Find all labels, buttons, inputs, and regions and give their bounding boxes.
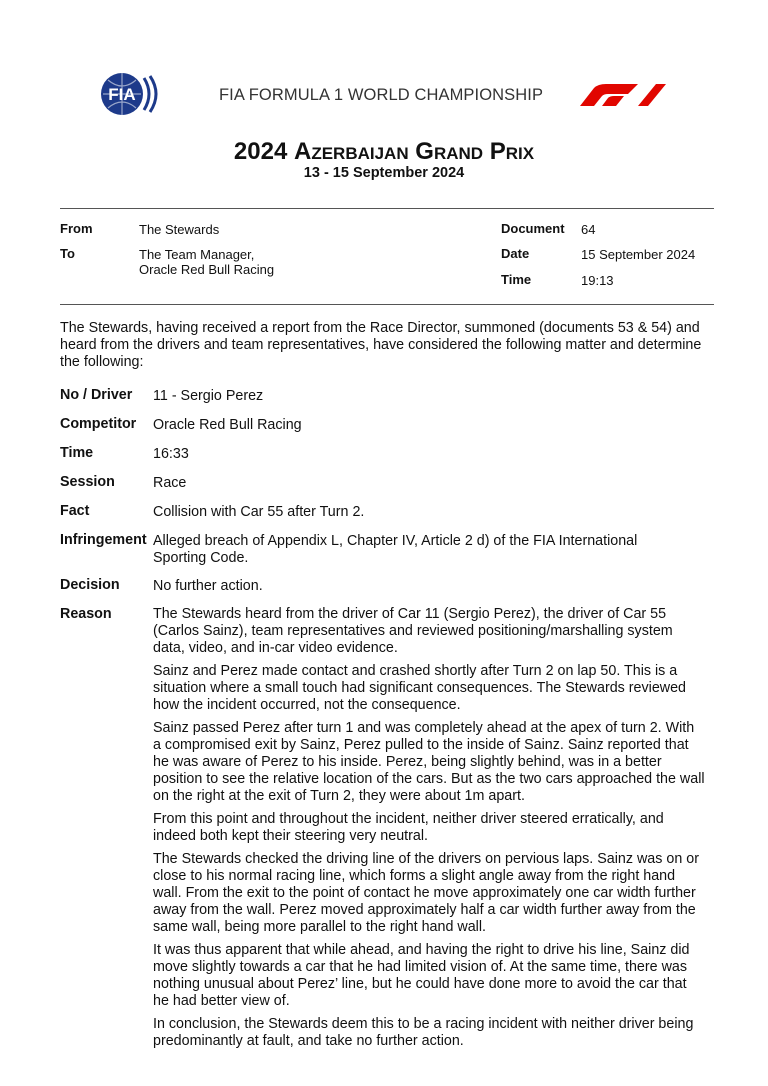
- intro-paragraph: The Stewards, having received a report from the Race Director, summoned (documents 53 & 54) and heard from the drivers and team representatives, have considered the following matter and determine the following:: [60, 320, 702, 370]
- championship-title: FIA FORMULA 1 WORLD CHAMPIONSHIP: [219, 86, 544, 104]
- reason-paragraph: The Stewards checked the driving line of the drivers on pervious laps. Sainz was on or close to his normal racing line, which forms a slight angle away from the right hand wall. From the exit to the point of contact he move approximately one car width further away from the wall. Perez moved approximately half a car width further away from the same wall, being more parallel to the right hand wall.: [153, 851, 699, 935]
- competitor-value: Oracle Red Bull Racing: [153, 417, 302, 433]
- time-value: 19:13: [581, 273, 614, 288]
- fact-value: Collision with Car 55 after Turn 2.: [153, 504, 365, 520]
- infringement-label: Infringement: [60, 532, 147, 548]
- fia-logo: [98, 70, 164, 118]
- from-label: From: [60, 221, 93, 236]
- event-dates: 13 - 15 September 2024: [303, 165, 465, 181]
- to-value-line1: The Team Manager,: [139, 247, 255, 262]
- driver-value: 11 - Sergio Perez: [153, 388, 264, 404]
- f1-logo: [576, 82, 668, 106]
- time-row-label: Time: [60, 445, 94, 461]
- event-title: 2024 Azerbaijan Grand Prix: [233, 138, 535, 165]
- competitor-label: Competitor: [60, 416, 137, 432]
- reason-paragraph: In conclusion, the Stewards deem this to be a racing incident with neither driver being predominantly at fault, and take no further action.: [153, 1016, 694, 1049]
- reason-paragraph: The Stewards heard from the driver of Car 11 (Sergio Perez), the driver of Car 55 (Carlos Sainz), team representatives and reviewed positioning/marshalling system data, video, and in-car video evidence.: [153, 606, 673, 656]
- reason-paragraph: It was thus apparent that while ahead, and having the right to drive his line, Sainz did move slightly towards a car that he had limited vision of. At the same time, there was nothing unusual about Perez’ line, but he could have done more to avoid the car that he had better view of.: [153, 942, 690, 1009]
- divider-top: [60, 208, 714, 209]
- date-value: 15 September 2024: [581, 247, 696, 262]
- infringement-value: Alleged breach of Appendix L, Chapter IV, Article 2 d) of the FIA International Sporting Code.: [153, 533, 638, 566]
- to-label: To: [60, 246, 75, 261]
- decision-label: Decision: [60, 577, 120, 593]
- time-label: Time: [501, 272, 532, 287]
- document-label: Document: [501, 221, 565, 236]
- reason-label: Reason: [60, 606, 112, 622]
- svg-text:FIA: FIA: [108, 85, 136, 104]
- event-name: Azerbaijan Grand Prix: [293, 138, 535, 165]
- session-value: Race: [153, 475, 187, 491]
- time-row-value: 16:33: [153, 446, 189, 462]
- session-label: Session: [60, 474, 115, 490]
- to-value-line2: Oracle Red Bull Racing: [139, 262, 275, 277]
- reason-text: [153, 606, 705, 1056]
- driver-label: No / Driver: [60, 387, 133, 403]
- reason-paragraph: From this point and throughout the incident, neither driver steered erratically, and indeed both kept their steering very neutral.: [153, 811, 664, 844]
- reason-paragraph: Sainz and Perez made contact and crashed shortly after Turn 2 on lap 50. This is a situation where a small touch had significant consequences. The Stewards reviewed how the incident occurred, not the consequence.: [153, 663, 686, 713]
- date-label: Date: [501, 246, 530, 261]
- fact-label: Fact: [60, 503, 90, 519]
- document-value: 64: [581, 222, 596, 237]
- divider-bottom: [60, 304, 714, 305]
- decision-value: No further action.: [153, 578, 263, 594]
- reason-paragraph: Sainz passed Perez after turn 1 and was completely ahead at the apex of turn 2. With a compromised exit by Sainz, Perez pulled to the inside of Sainz. Sainz reported that he was aware of Perez to his inside. Perez, being slightly behind, was in a better position to see the relative location of the cars. But as the two cars approached the wall on the right at the exit of Turn 2, they were about 1m apart.: [153, 720, 705, 804]
- from-value: The Stewards: [139, 222, 220, 237]
